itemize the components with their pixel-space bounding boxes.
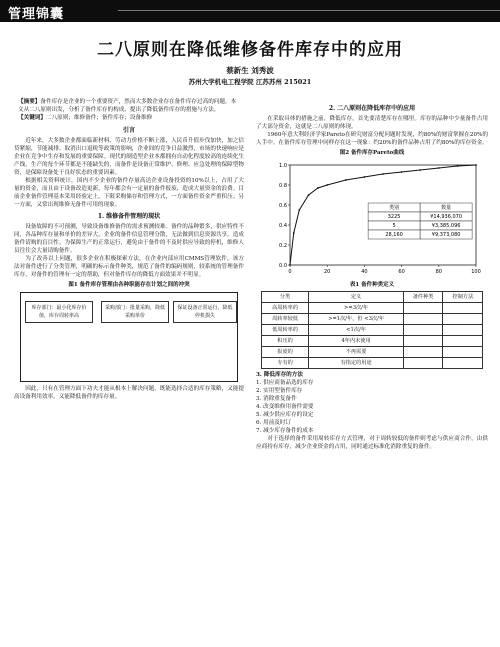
- table-row: [261, 347, 483, 358]
- inset-table-text: 数量: [441, 205, 452, 212]
- table-cell: [443, 325, 483, 336]
- table-row: [261, 336, 483, 347]
- data-point: [401, 171, 403, 173]
- figure-1-box-inventory: 库存部门：最小化库存价值，库存周转率高: [25, 301, 93, 323]
- table-cell: [443, 336, 483, 347]
- table-cell: [403, 336, 443, 347]
- y-tick-label: 0.6: [279, 203, 287, 209]
- table-row: [261, 314, 483, 325]
- inset-table-text: 28,160: [385, 232, 403, 239]
- data-point: [364, 176, 366, 178]
- y-tick-label: 0.4: [279, 223, 287, 229]
- table-cell: [403, 325, 443, 336]
- table-header-row: [261, 292, 483, 303]
- table-cell: 不再需要: [309, 347, 403, 358]
- table-cell: 高周转率的: [261, 303, 309, 314]
- data-point: [438, 167, 440, 169]
- intro-heading: 引言: [122, 127, 135, 134]
- table-cell: [403, 347, 443, 358]
- inset-table-text: 3225: [387, 214, 401, 221]
- article-affiliation: 苏州大学机电工程学院 江苏苏州 215021: [188, 78, 312, 86]
- inset-table-text: ¥9,373,080: [431, 232, 461, 239]
- list-item: 6. 用前及时订: [256, 420, 292, 426]
- y-tick-label: 1.0: [279, 163, 287, 169]
- keywords-text: 二八原则；维修备件；备件库存；设备维修: [45, 115, 153, 121]
- list-item: 5. 减少供应库存的设定: [256, 412, 314, 418]
- inset-table-text: 5: [392, 223, 396, 230]
- table-cell: [403, 358, 443, 369]
- section-1-paragraph-1: 设备故障的不可预测，导致设备维修备件的需求预测较难。备件的品种繁多，供应特性不同，各品种库存量和单价的差异大，企业的备件信息管理分散，无法做到信息资源共享，造成备件请购的盲目性。为保障生产的正常运行，避免由于备件的不及时供应导致的停机，维修人员往往会大量请购备件。: [14, 224, 244, 254]
- table-cell: [443, 314, 483, 325]
- data-point: [308, 194, 310, 196]
- data-point: [289, 264, 291, 266]
- table-cell: [403, 303, 443, 314]
- data-point: [293, 232, 295, 234]
- intro-paragraph-1: 近年来，大多数企业都面临新材料、劳动力价格不断上涨，人民币升值步伐加快，加之信贷紧缩，节能减排、取消出口退税等政策的影响，企业间的竞争日益激烈，市场的快速响应是企业在竞争中生存和发展的重要保障。现代的制造型企业本都拥有自动化程度较高的连续化生产线，生产的每个环节都是不能缺失的，而备件是设备正常维护、修理、应急处理的保障型物资，是保障设备处于良好状态的重要因素。: [14, 138, 244, 176]
- data-point: [298, 209, 300, 211]
- article-authors: 蔡新生 刘秀波: [226, 66, 274, 75]
- abstract-text: 备件库存是企业的一个重要资产，然而大多数企业存在备件库存过高的问题。本文从二八原则出发，分析了备件库存的构成，提出了降低备件库存的措施与方法。: [18, 99, 237, 113]
- abstract-label: 【摘要】: [18, 99, 41, 105]
- table-row: [261, 358, 483, 369]
- data-point: [475, 164, 477, 166]
- pareto-chart: [262, 159, 482, 279]
- table-cell: <1次/年: [309, 325, 403, 336]
- table-cell: 报废的: [261, 347, 309, 358]
- table-cell: 低周转率的: [261, 325, 309, 336]
- section-1-heading: 1. 维修备件管理的现状: [97, 213, 161, 220]
- table-header-cell: 定义: [309, 292, 403, 303]
- table-cell: [403, 314, 443, 325]
- right-paragraph-closing: 对于选择的备件采用周转库存方式管理，对于周转较低的备件则考虑与供应商合作，由供应商持有库存，减少企业资金的占用，同时通过标准化消除重复的备件。: [256, 436, 488, 450]
- x-tick-label: 100: [471, 269, 481, 275]
- methods-heading: 3. 降低库存的方法: [256, 372, 303, 378]
- list-item: 2. 实用型备件库存: [256, 388, 303, 394]
- table-cell: 专有的: [261, 358, 309, 369]
- list-item: 4. 改变维修用备件需要: [256, 404, 314, 410]
- section-1-paragraph-3: 因此，只有在管理方面下功夫才能从根本上解决问题，既能选择合适的库存策略，又能提高设备利用效率，又能降低备件的库存量。: [14, 386, 244, 400]
- table-header-cell: 备件种类: [403, 292, 443, 303]
- data-point: [326, 184, 328, 186]
- abstract-block: [14, 98, 244, 122]
- section-2-paragraph-1: 在采取具体的措施之前，降低库存，首先要清楚库存在哪里。库存的品种中少量备件占用了大部分资金，这就是二八原则的体现。: [256, 116, 488, 130]
- section-1-paragraph-2: 为了改善以上问题，很多企业在积极探索方法。在企业内部应用CMMS管理软件，该方法对备件进行了分类管理，明确的标示备件种类，规范了备件的编码规则，较系统的管理备件库存，对备件的管理有一定的帮助，但对备件库存的降低方面效果并不明显。: [14, 256, 244, 278]
- keywords-label: 【关键词】: [18, 115, 46, 121]
- data-point: [345, 179, 347, 181]
- header-rule: [118, 10, 500, 11]
- x-tick-label: 40: [361, 269, 368, 275]
- table-cell: [443, 358, 483, 369]
- x-tick-label: 20: [324, 269, 331, 275]
- y-tick-label: 0.0: [279, 263, 287, 269]
- y-tick-label: 0.2: [279, 243, 287, 249]
- x-tick-label: 80: [435, 269, 442, 275]
- table-row: [261, 303, 483, 314]
- figure-1-caption: 图1 备件库存管理由各种职能存在计划之间的冲突: [68, 282, 190, 288]
- intro-paragraph-2: 根据相关资料统计，国内不少企业的备件存量高达企业设备投资的10%以上，占用了大量的资金，而且由于设备改造更新，每年都会有一定量的备件报废，造成大量资金的浪费。目前企业备件管理基本采用经验定上，下限采购储存和管理方式，一方面备件资金严重积压；另一方面，又常出现维修无备件可用的现象。: [14, 178, 244, 208]
- figure-1-diagram: [20, 292, 238, 382]
- table-cell: >=3次/年: [309, 303, 403, 314]
- figure-1-box-maintenance: 保证设备正常运行，降低停机损失: [173, 301, 237, 323]
- section-header-bar: [0, 0, 500, 22]
- x-tick-label: 0: [288, 269, 292, 275]
- left-column: [14, 98, 244, 401]
- table-cell: [443, 303, 483, 314]
- table-cell: 4年内未使用: [309, 336, 403, 347]
- table-row: [261, 325, 483, 336]
- table-cell: 积压的: [261, 336, 309, 347]
- table-cell: >=1次/年，但 <3次/年: [309, 314, 403, 325]
- inset-table-text: ¥14,936,070: [430, 214, 463, 221]
- table-header-cell: 分类: [261, 292, 309, 303]
- table-cell: [443, 347, 483, 358]
- data-point: [317, 187, 319, 189]
- section-2-heading: 2. 二八原则在降低库存中的应用: [328, 105, 416, 112]
- list-item: 1. 供应商备品选的库存: [256, 380, 314, 386]
- figure-2-caption: 图2 备件库存Pareto曲线: [339, 150, 405, 156]
- section-2-paragraph-2: 1960年意大利经济学家Pareto在研究财富分配问题时发现，约80%的财富掌握在20%的人手中。在备件库存管理中同样存在这一现象：约20%的备件品种占用了约80%的库存资金。: [256, 132, 488, 146]
- list-item: 7. 减少库存备件的成本: [256, 428, 314, 434]
- spare-parts-category-table: [261, 291, 484, 369]
- data-point: [382, 173, 384, 175]
- y-tick-label: 0.8: [279, 183, 287, 189]
- inset-table-text: 类别: [389, 205, 400, 212]
- methods-list: [256, 379, 488, 435]
- right-column: [256, 101, 488, 451]
- list-item: 3. 消除重复备件: [256, 396, 297, 402]
- article-title: 二八原则在降低维修备件库存中的应用: [97, 40, 403, 60]
- table-body: [261, 303, 483, 369]
- table-1-caption: 表1 备件种类定义: [349, 282, 395, 288]
- table-header-cell: 控制方法: [443, 292, 483, 303]
- table-cell: 周转率较低: [261, 314, 309, 325]
- x-tick-label: 60: [398, 269, 405, 275]
- figure-1-box-purchase: 采购部门：批量采购，降低采购单价: [101, 301, 169, 323]
- data-point: [419, 169, 421, 171]
- inset-table-text: ¥3,385,096: [431, 223, 461, 230]
- data-point: [457, 165, 459, 167]
- section-label: 管理锦囊: [8, 7, 65, 22]
- table-cell: 有指定的用途: [309, 358, 403, 369]
- pareto-chart-svg: [262, 159, 482, 279]
